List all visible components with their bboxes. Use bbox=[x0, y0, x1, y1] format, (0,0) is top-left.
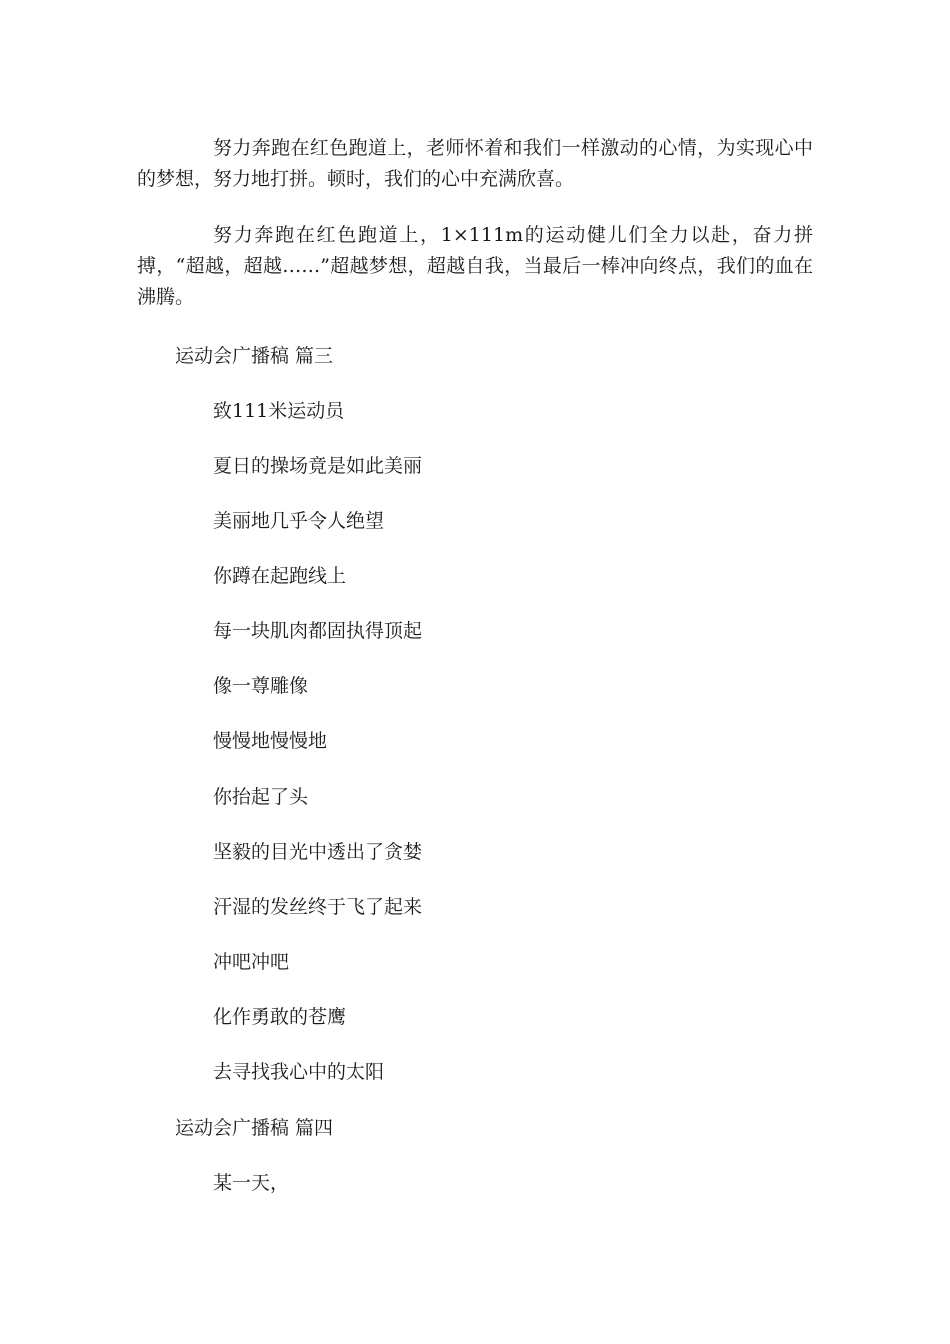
poem-line: 坚毅的目光中透出了贪婪 bbox=[213, 841, 423, 863]
poem-line: 你蹲在起跑线上 bbox=[213, 565, 347, 587]
poem-line: 冲吧冲吧 bbox=[213, 951, 290, 973]
body-paragraph: 努力奔跑在红色跑道上，1×111m的运动健儿们全力以赴，奋力拼搏，“超越，超越……”超越梦想，超越自我，当最后一棒冲向终点，我们的血在沸腾。 bbox=[137, 224, 813, 308]
body-line: 某一天， bbox=[213, 1172, 290, 1194]
section-heading: 运动会广播稿 篇三 bbox=[175, 345, 334, 367]
poem-line: 美丽地几乎令人绝望 bbox=[213, 510, 385, 532]
body-paragraph: 努力奔跑在红色跑道上，老师怀着和我们一样激动的心情，为实现心中的梦想，努力地打拼。顿时，我们的心中充满欣喜。 bbox=[137, 137, 813, 190]
poem-line: 汗湿的发丝终于飞了起来 bbox=[213, 896, 423, 918]
poem-line: 每一块肌肉都固执得顶起 bbox=[213, 620, 423, 642]
poem-line: 化作勇敢的苍鹰 bbox=[213, 1006, 347, 1028]
section-heading: 运动会广播稿 篇四 bbox=[175, 1117, 334, 1139]
poem-line: 你抬起了头 bbox=[213, 786, 309, 808]
poem-line: 夏日的操场竟是如此美丽 bbox=[213, 455, 423, 477]
poem-line: 去寻找我心中的太阳 bbox=[213, 1061, 385, 1083]
poem-line: 像一尊雕像 bbox=[213, 675, 309, 697]
poem-line: 致111米运动员 bbox=[213, 400, 345, 422]
poem-line: 慢慢地慢慢地 bbox=[213, 730, 328, 752]
